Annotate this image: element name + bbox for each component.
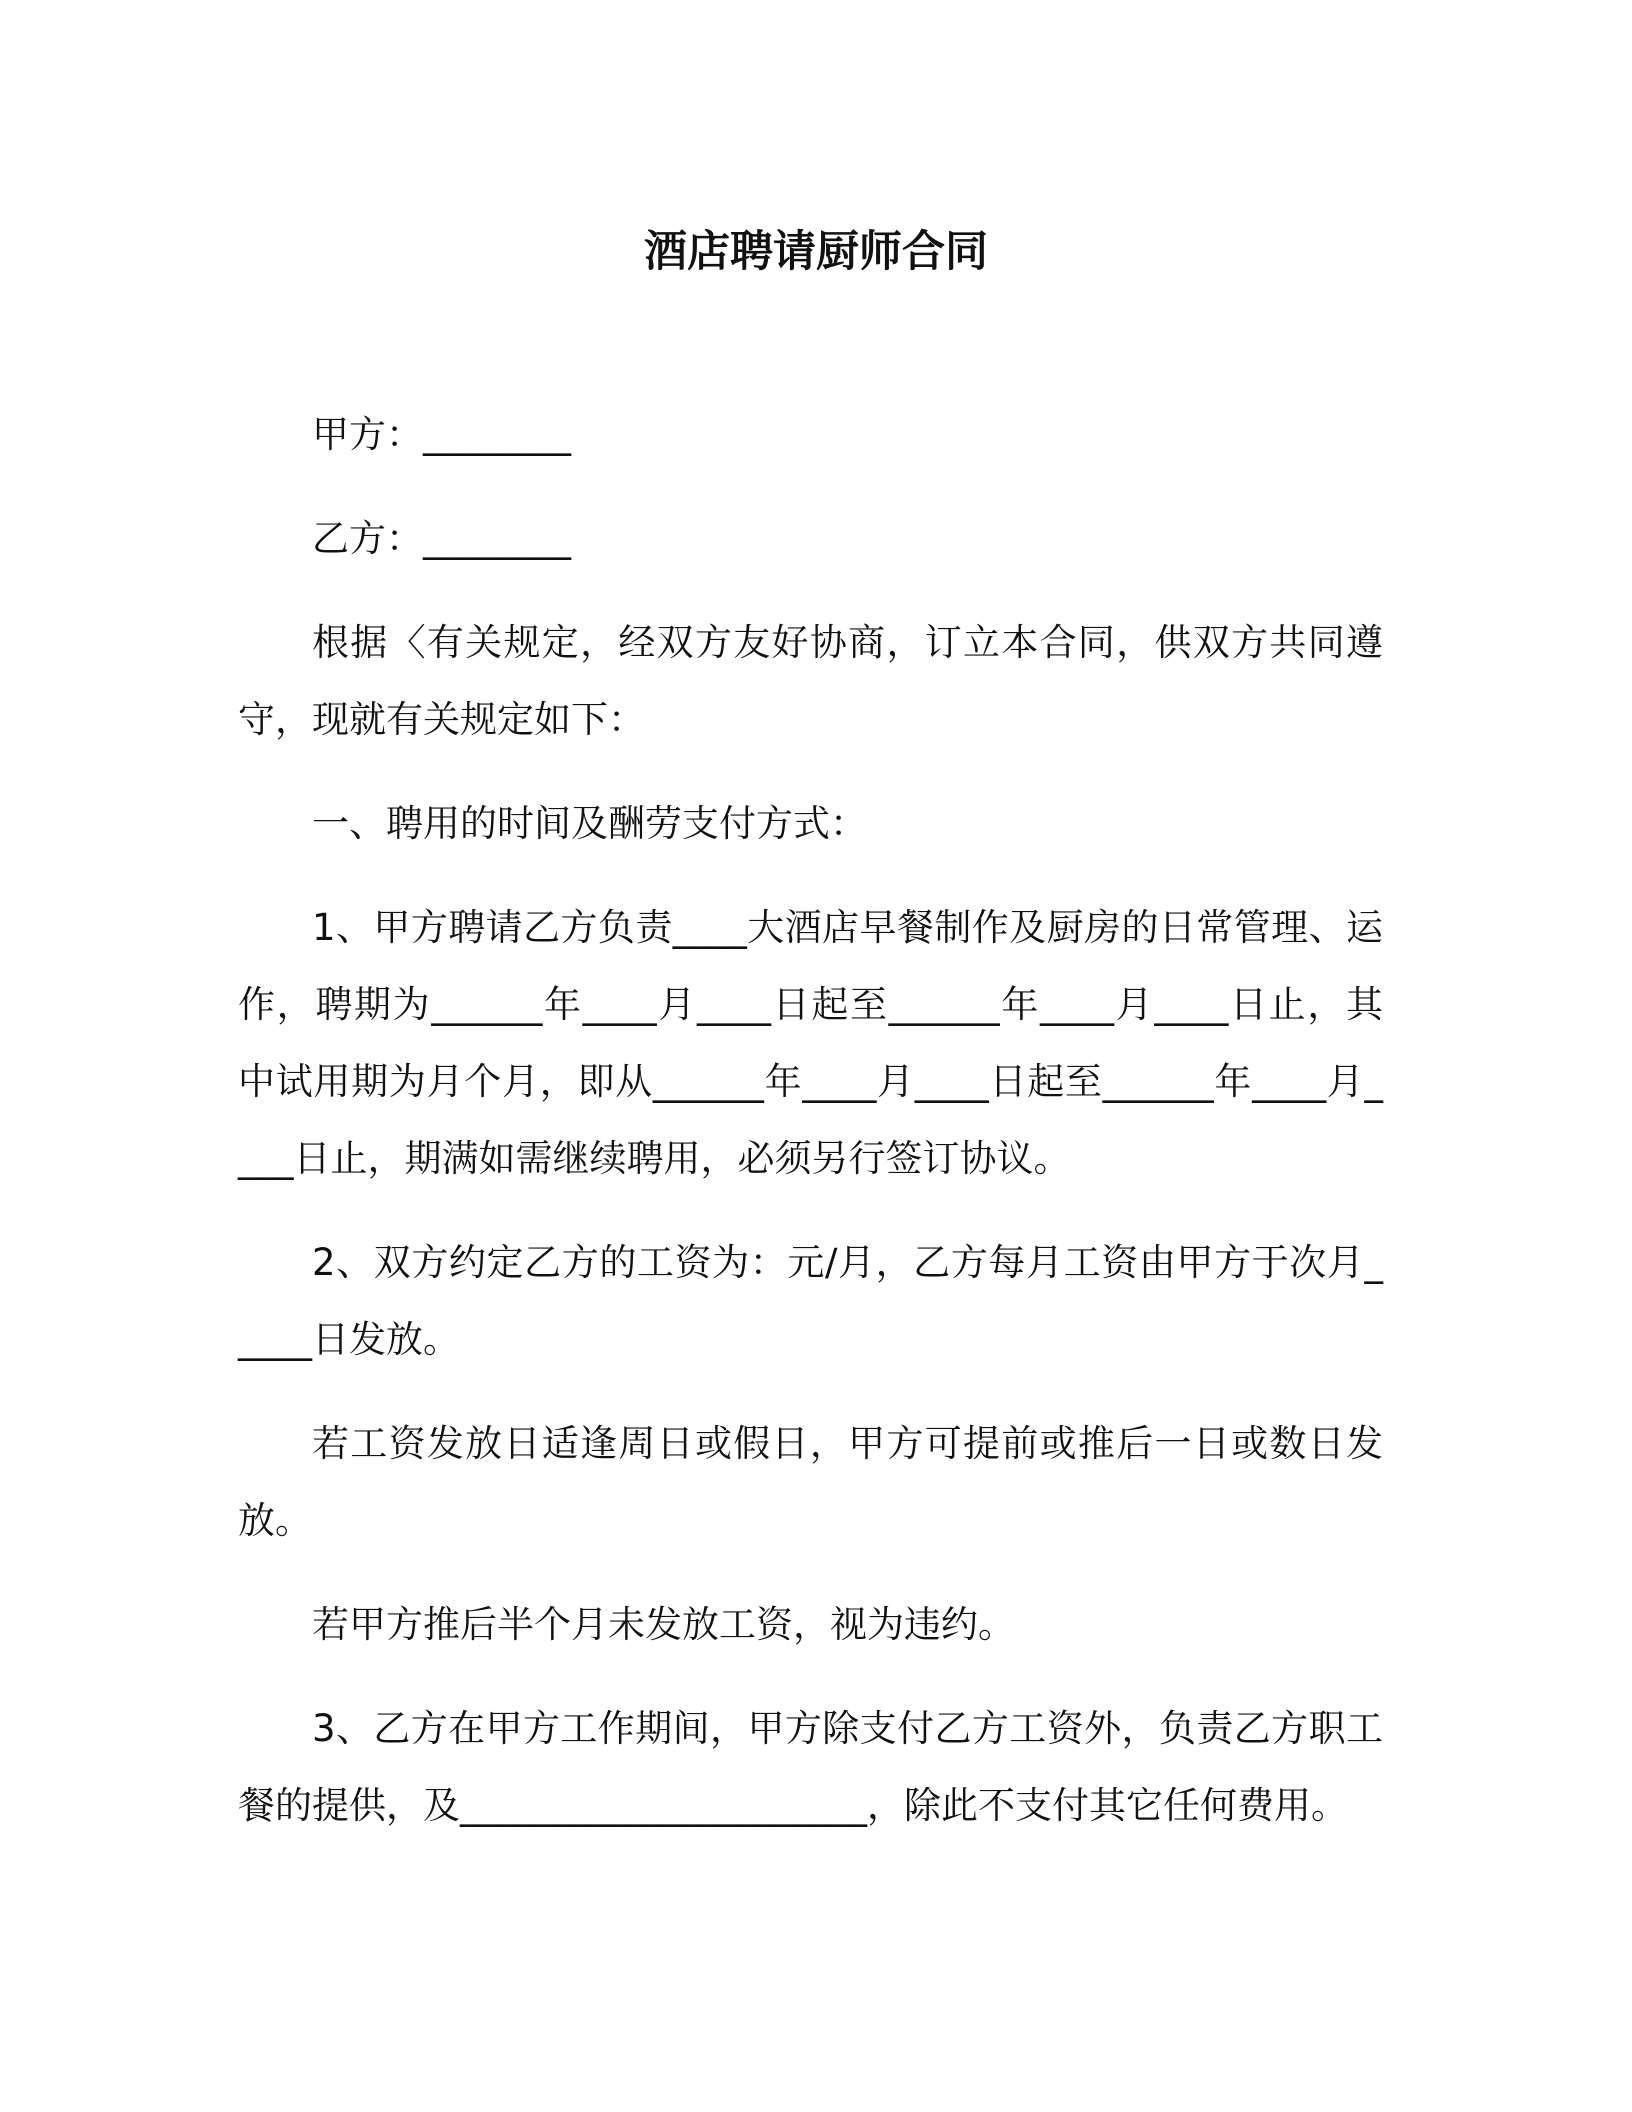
party-a-line: 甲方：________ [312,413,571,456]
section-heading: 一、聘用的时间及酬劳支付方式： [312,802,867,845]
clause-1: 1、甲方聘请乙方负责____大酒店早餐制作及厨房的日常管理、运作，聘期为______年____月____日起至______年____月____日止，其中试用期为月个月，即从______年____月____日起至______年____月____日止，期满如需继续聘用，必须另行签订协议。 [238,906,1383,1180]
clause-2-note-2: 若甲方推后半个月未发放工资，视为违约。 [312,1603,1015,1646]
clause-2-note-1: 若工资发放日适逢周日或假日，甲方可提前或推后一日或数日发放。 [238,1422,1383,1542]
clause-3: 3、乙方在甲方工作期间，甲方除支付乙方工资外，负责乙方职工餐的提供，及______________________，除此不支付其它任何费用。 [238,1707,1383,1827]
clause-2: 2、双方约定乙方的工资为：元/月，乙方每月工资由甲方于次月_____日发放。 [238,1241,1383,1361]
document-body [238,396,1383,1871]
document-title: 酒店聘请厨师合同 [644,227,988,277]
intro-paragraph: 根据〈有关规定，经双方友好协商，订立本合同，供双方共同遵守，现就有关规定如下： [238,621,1383,741]
party-b-line: 乙方：________ [312,517,571,560]
